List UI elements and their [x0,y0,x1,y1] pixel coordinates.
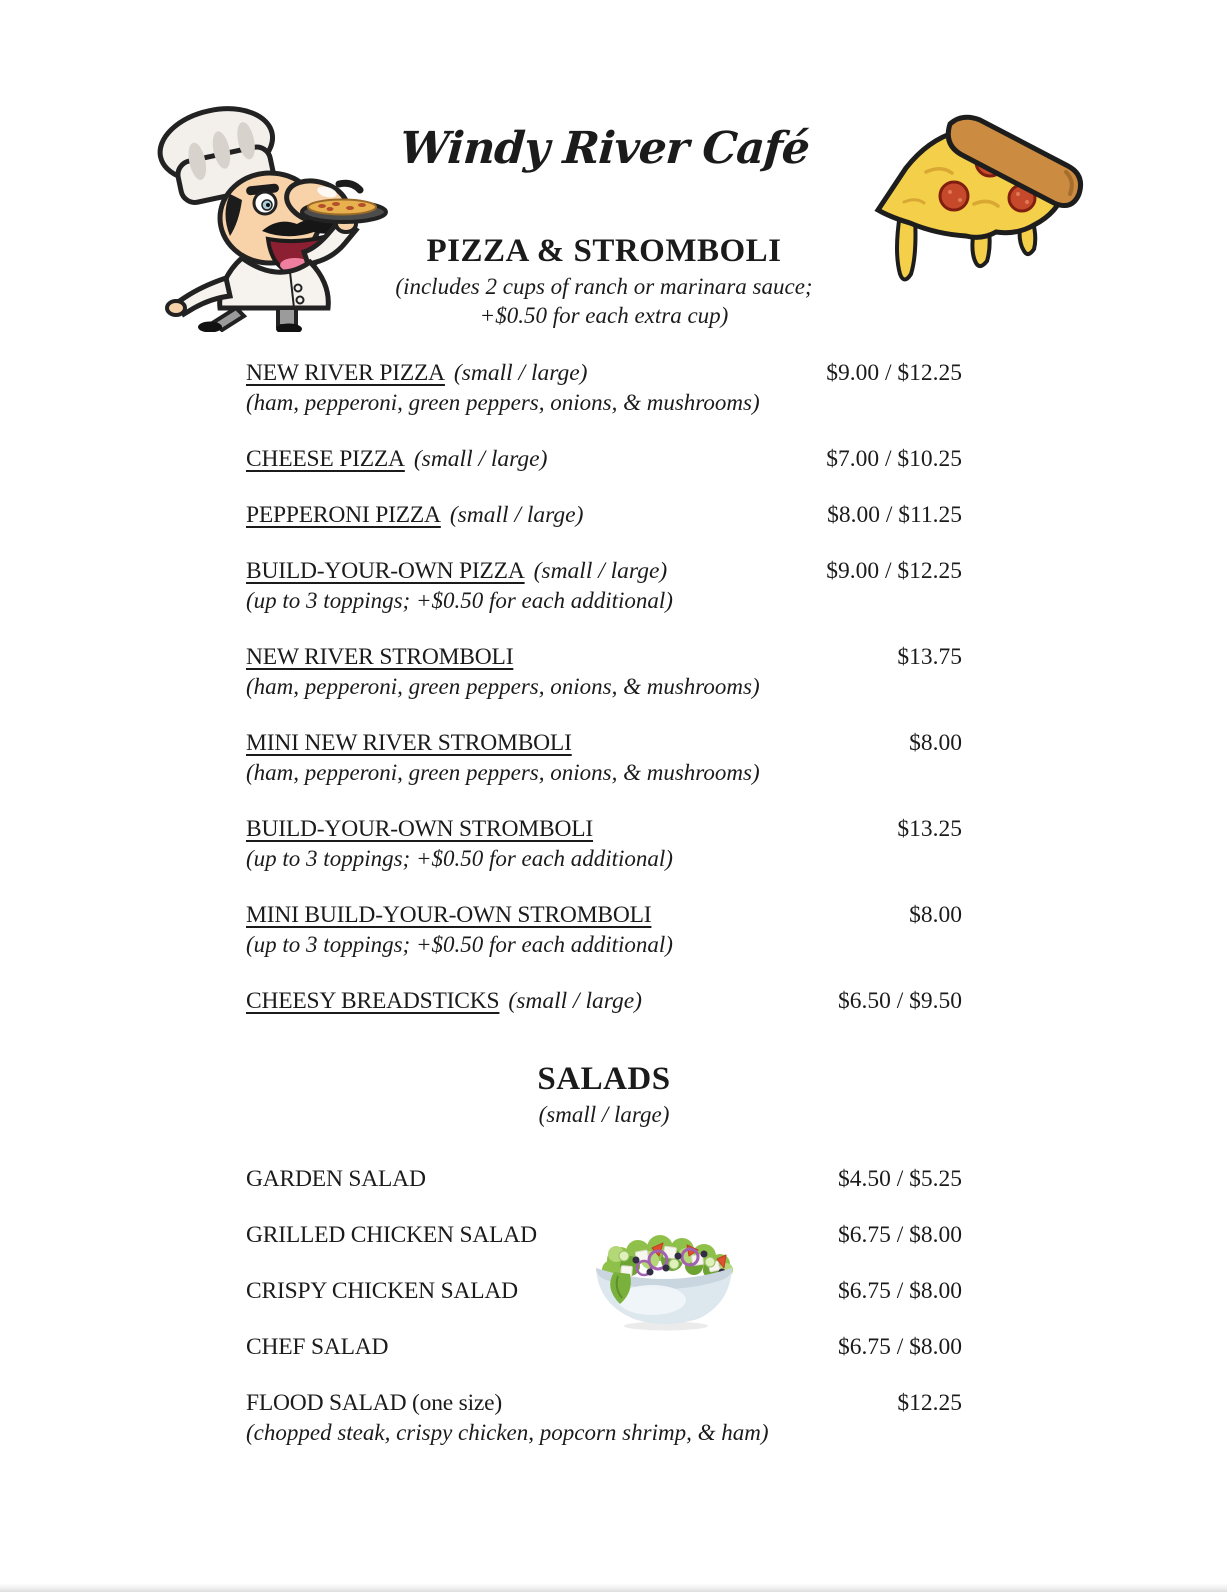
menu-item [246,814,962,874]
menu-item [246,1332,962,1362]
brand-header [246,112,962,186]
item-name: CHEESE PIZZA [246,446,405,472]
menu-list-salads [246,1164,962,1474]
menu-item [246,1220,962,1250]
item-price: $6.75 / $8.00 [837,1334,962,1360]
item-price: $8.00 [909,902,962,928]
page-bottom-edge [0,1583,1227,1592]
brand-title: Windy River Café [397,123,811,174]
item-description: (up to 3 toppings; +$0.50 for each additional) [246,588,673,613]
item-size-note: (small / large) [533,558,668,584]
item-price: $6.50 / $9.50 [837,988,962,1014]
item-name: FLOOD SALAD (one size) [246,1390,503,1416]
menu-item [246,500,962,530]
item-name: CHEF SALAD [246,1334,389,1360]
item-name: GRILLED CHICKEN SALAD [246,1222,537,1248]
item-size-note: (small / large) [453,360,588,386]
menu-item [246,1276,962,1306]
item-description: (up to 3 toppings; +$0.50 for each additional) [246,932,673,957]
section-subtitle-line2: +$0.50 for each extra cup) [479,303,729,328]
item-name: NEW RIVER PIZZA [246,360,445,386]
item-description: (up to 3 toppings; +$0.50 for each additional) [246,846,673,871]
menu-item [246,444,962,474]
item-price: $6.75 / $8.00 [837,1278,962,1304]
menu-list-pizza [246,358,962,1042]
item-description: (chopped steak, crispy chicken, popcorn shrimp, & ham) [246,1420,769,1445]
item-size-note: (small / large) [449,502,584,528]
item-description: (ham, pepperoni, green peppers, onions, & mushrooms) [246,674,760,699]
section-title: PIZZA & STROMBOLI [426,233,782,269]
item-price: $9.00 / $12.25 [826,360,962,386]
item-price: $4.50 / $5.25 [837,1166,962,1192]
item-name: MINI NEW RIVER STROMBOLI [246,730,572,756]
item-name: PEPPERONI PIZZA [246,502,441,528]
item-price: $9.00 / $12.25 [826,558,962,584]
section-subtitle-line1: (small / large) [538,1102,670,1127]
item-size-note: (small / large) [508,988,643,1014]
menu-item [246,358,962,418]
item-price: $7.00 / $10.25 [826,446,962,472]
item-size-note: (small / large) [413,446,548,472]
item-name: GARDEN SALAD [246,1166,426,1192]
section-title: SALADS [537,1061,671,1097]
menu-item [246,728,962,788]
item-price: $8.00 [909,730,962,756]
section-subtitle-line1: (includes 2 cups of ranch or marinara sauce; [395,274,813,299]
menu-item [246,1164,962,1194]
item-price: $6.75 / $8.00 [837,1222,962,1248]
item-name: BUILD-YOUR-OWN PIZZA [246,558,525,584]
menu-item [246,900,962,960]
item-description: (ham, pepperoni, green peppers, onions, & mushrooms) [246,760,760,785]
item-name: MINI BUILD-YOUR-OWN STROMBOLI [246,902,652,928]
menu-item [246,1388,962,1448]
section-header-pizza [246,230,962,330]
item-price: $8.00 / $11.25 [827,502,962,528]
item-price: $12.25 [897,1390,962,1416]
menu-item [246,642,962,702]
item-price: $13.25 [897,816,962,842]
menu-item [246,986,962,1016]
item-description: (ham, pepperoni, green peppers, onions, & mushrooms) [246,390,760,415]
item-name: BUILD-YOUR-OWN STROMBOLI [246,816,594,842]
item-price: $13.75 [897,644,962,670]
section-header-salads [246,1058,962,1129]
item-name: CRISPY CHICKEN SALAD [246,1278,518,1304]
menu-item [246,556,962,616]
item-name: CHEESY BREADSTICKS [246,988,500,1014]
item-name: NEW RIVER STROMBOLI [246,644,514,670]
